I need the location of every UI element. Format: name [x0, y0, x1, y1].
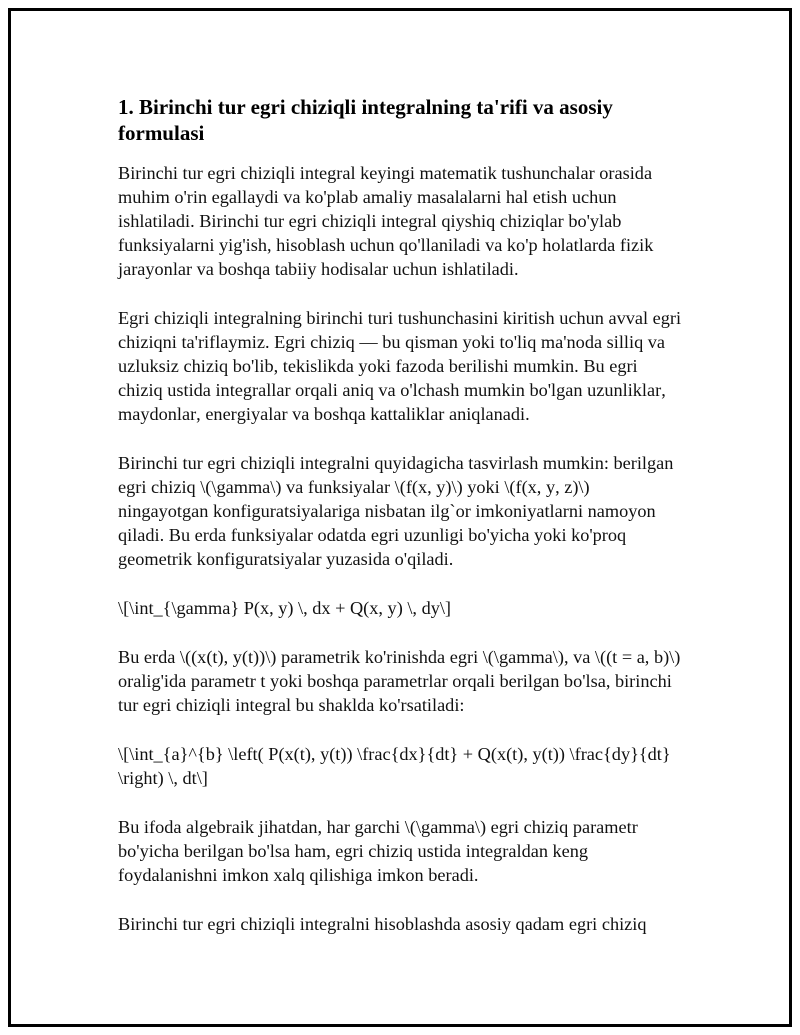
- section-heading: 1. Birinchi tur egri chiziqli integralning ta'rifi va asosiy formulasi: [118, 95, 613, 145]
- paragraph-parametric-form: Bu erda \((x(t), y(t))\) parametrik ko'rinishda egri \(\gamma\), va \((t = a, b)\) oralig'ida parametr t yoki boshqa parametrlar orqali berilgan bo'lsa, birinchi tur egri chiziqli integral bu shaklda ko'rsatiladi:: [118, 647, 681, 715]
- paragraph-integral-description: Birinchi tur egri chiziqli integralni quyidagicha tasvirlash mumkin: berilgan egri chiziq \(\gamma\) va funksiyalar \(f(x, y)\) yoki \(f(x, y, z)\) ningayotgan konfiguratsiyalariga nisbatan ilg`or imkoniyatlarni namoyon qiladi. Bu erda funksiyalar odatda egri uzunligi bo'yicha yoki ko'proq geometrik konfiguratsiyalar yuzasida o'qiladi.: [118, 453, 674, 569]
- paragraph-computation: Birinchi tur egri chiziqli integralni hisoblashda asosiy qadam egri chiziq: [118, 914, 647, 934]
- formula-parametric-integral: \[\int_{a}^{b} \left( P(x(t), y(t)) \frac{dx}{dt} + Q(x(t), y(t)) \frac{dy}{dt} \right) \, dt\]: [118, 744, 671, 788]
- paragraph-remark: Bu ifoda algebraik jihatdan, har garchi \(\gamma\) egri chiziq parametr bo'yicha berilgan bo'lsa ham, egri chiziq ustida integraldan keng foydalanishni imkon xalq qilishiga imkon beradi.: [118, 817, 638, 885]
- document-body: [118, 94, 718, 961]
- formula-line-integral: \[\int_{\gamma} P(x, y) \, dx + Q(x, y) \, dy\]: [118, 598, 452, 618]
- paragraph-curve-definition: Egri chiziqli integralning birinchi turi tushunchasini kiritish uchun avval egri chiziqni ta'riflaymiz. Egri chiziq — bu qisman yoki to'liq ma'noda silliq va uzluksiz chiziq bo'lib, tekislikda yoki fazoda berilishi mumkin. Bu egri chiziq ustida integrallar orqali aniq va o'lchash mumkin bo'lgan uzunliklar, maydonlar, energiyalar va boshqa kattaliklar aniqlanadi.: [118, 308, 682, 424]
- paragraph-intro: Birinchi tur egri chiziqli integral keyingi matematik tushunchalar orasida muhim o'rin egallaydi va ko'plab amaliy masalalarni hal etish uchun ishlatiladi. Birinchi tur egri chiziqli integral qiyshiq chiziqlar bo'ylab funksiyalarni yig'ish, hisoblash uchun qo'llaniladi va ko'p holatlarda fizik jarayonlar va boshqa tabiiy hodisalar uchun ishlatiladi.: [118, 163, 654, 279]
